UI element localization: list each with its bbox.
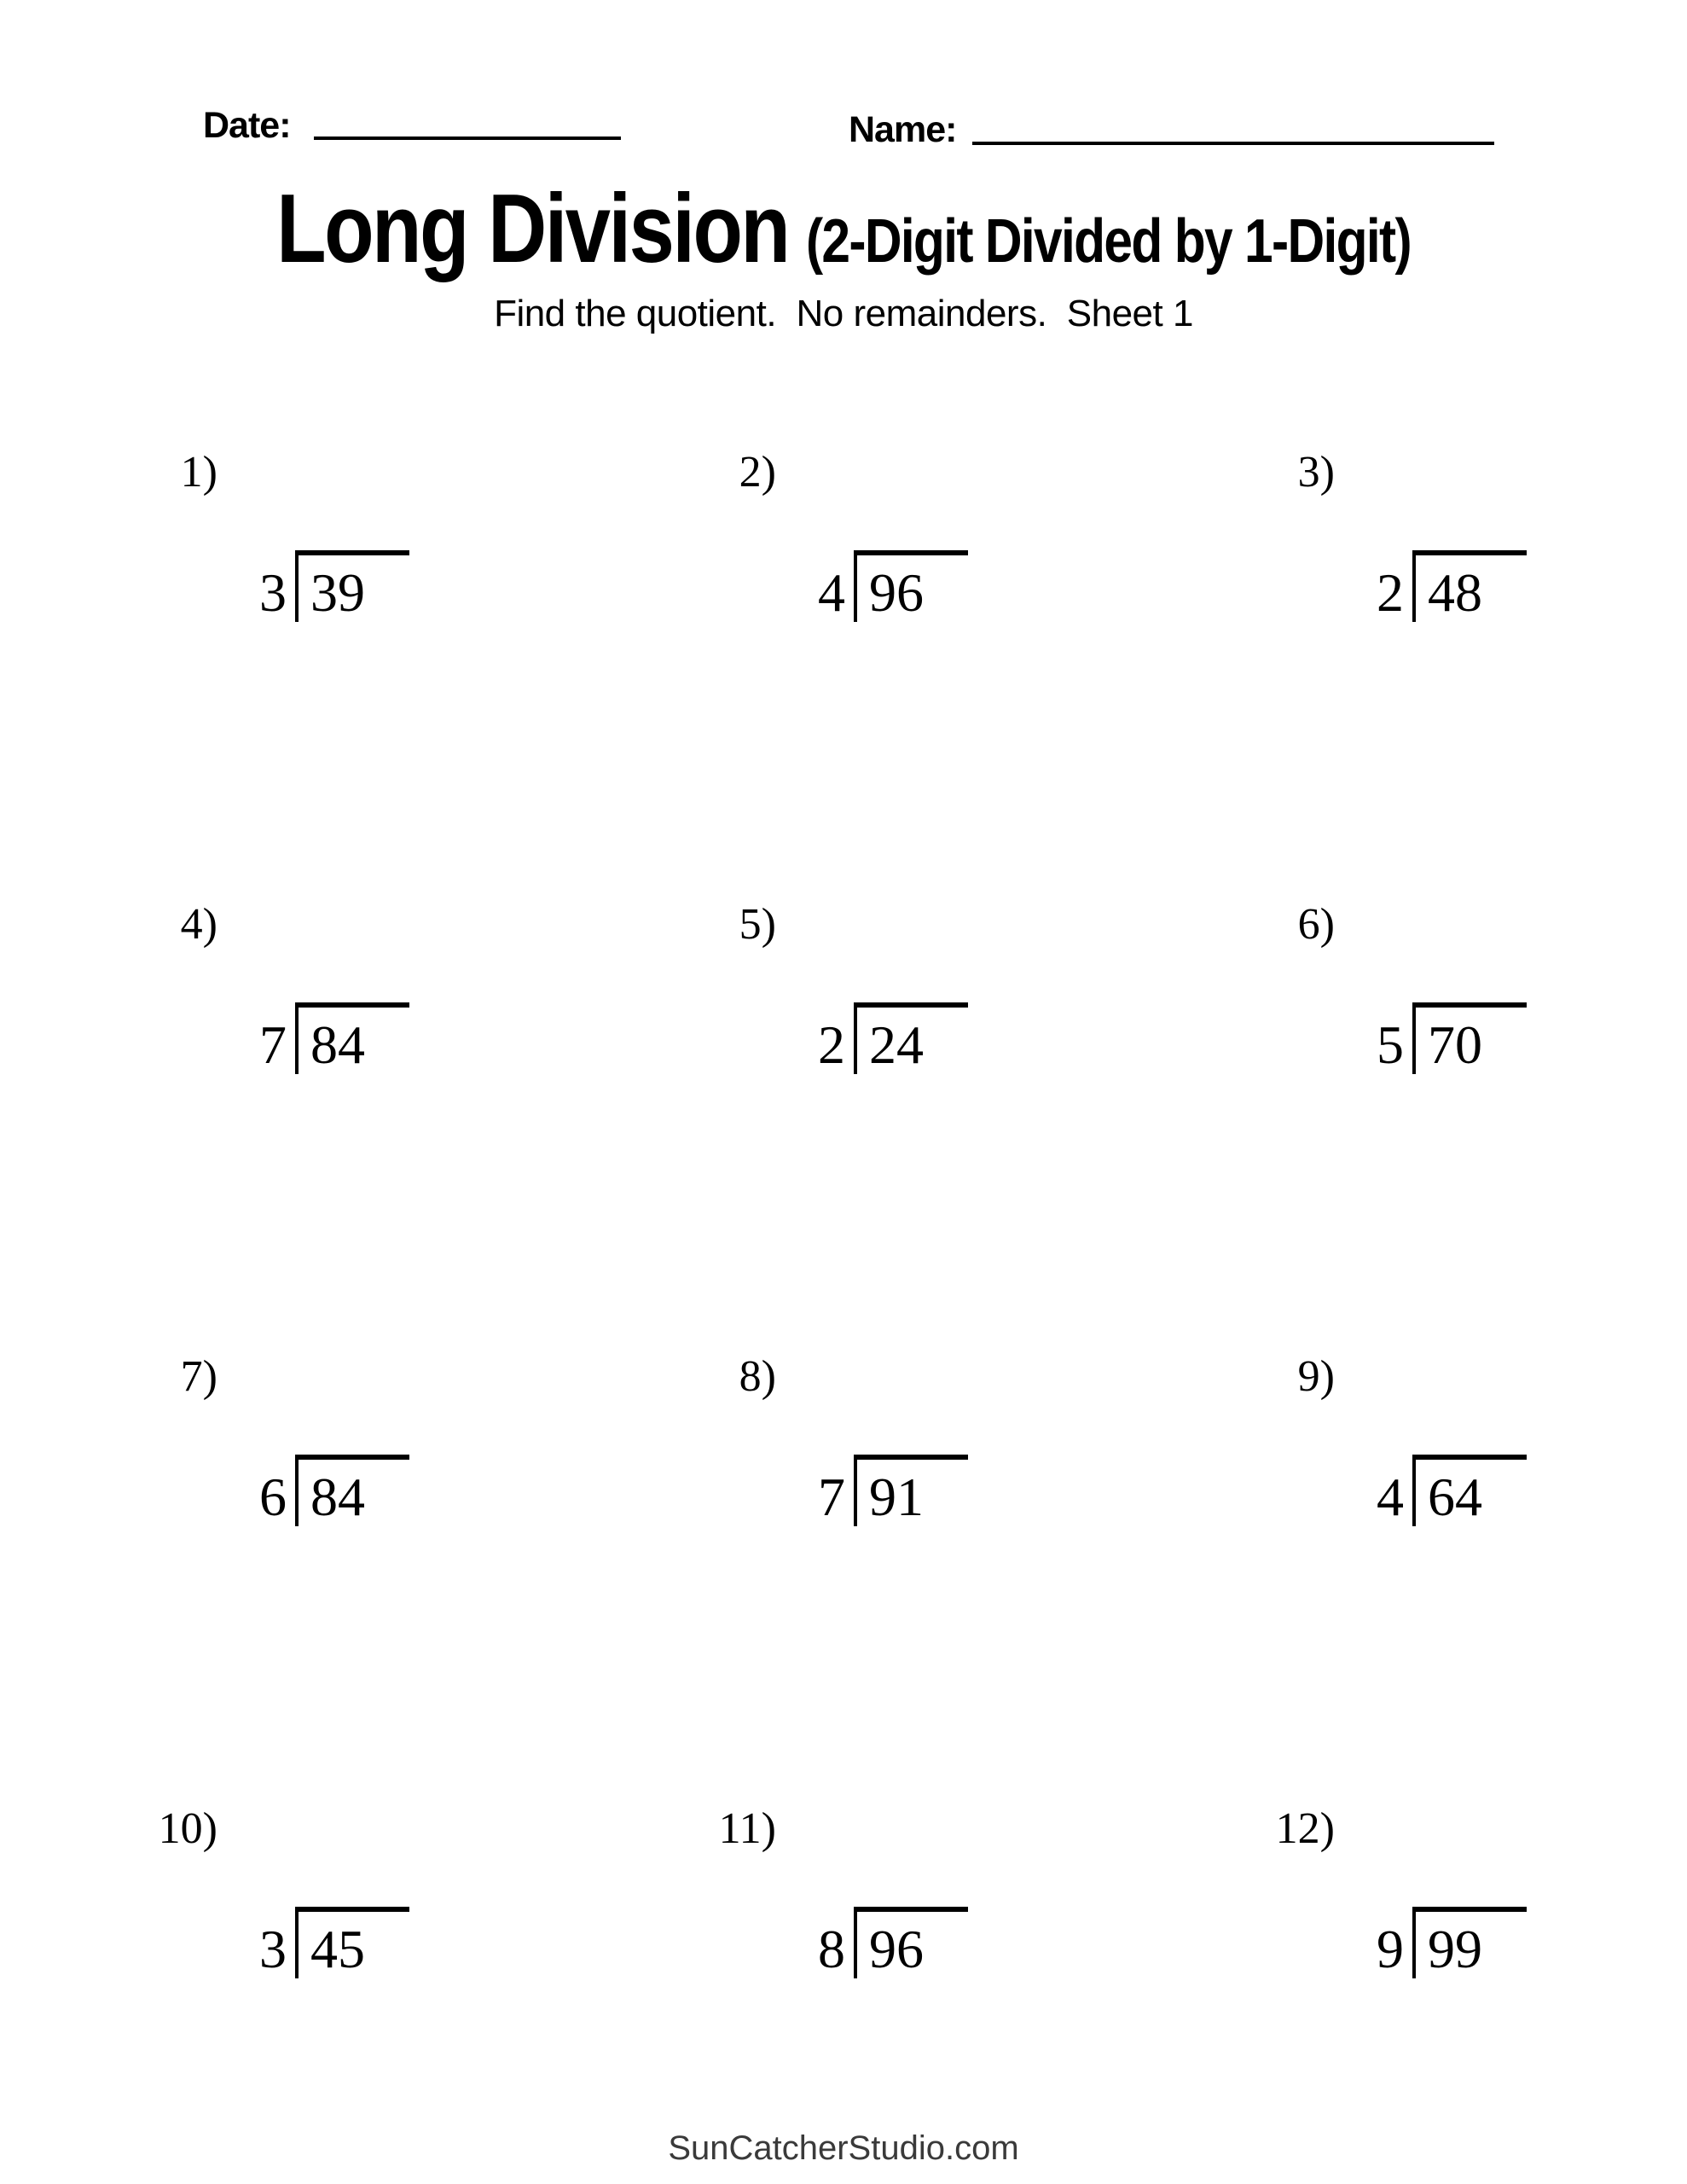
long-division-expression	[259, 1907, 409, 1978]
dividend: 96	[854, 1907, 968, 1978]
problem-number-label: 2)	[739, 448, 776, 497]
problem-number-label: 3)	[1297, 448, 1335, 497]
dividend: 91	[854, 1455, 968, 1526]
divisor: 3	[259, 562, 287, 623]
name-blank-line	[972, 142, 1494, 145]
problem-number-label: 7)	[180, 1352, 217, 1401]
site-credit: SunCatcherStudio.com	[668, 2129, 1019, 2167]
problem-number-label: 11)	[718, 1804, 776, 1853]
problem-number-label: 9)	[1297, 1352, 1335, 1401]
long-division-expression	[259, 550, 409, 622]
dividend: 64	[1412, 1455, 1527, 1526]
dividend: 48	[1412, 550, 1527, 622]
problem-cell	[665, 900, 1194, 1176]
problem-number-label: 12)	[1275, 1804, 1335, 1853]
problem-number-label: 1)	[180, 448, 217, 497]
date-blank-line	[314, 136, 621, 140]
dividend: 84	[295, 1455, 409, 1526]
long-division-expression	[1377, 1455, 1527, 1526]
long-division-expression	[1377, 1002, 1527, 1074]
problem-cell	[107, 1804, 635, 2080]
problem-cell	[107, 450, 635, 723]
long-division-expression	[818, 1455, 968, 1526]
problem-number-label: 8)	[739, 1352, 776, 1401]
divisor: 4	[818, 562, 845, 623]
divisor: 6	[259, 1467, 287, 1527]
problem-cell	[107, 900, 635, 1176]
page-title	[135, 175, 1552, 283]
name-label: Name:	[849, 109, 957, 150]
long-division-expression	[818, 550, 968, 622]
problem-cell	[1224, 1352, 1687, 1628]
dividend: 24	[854, 1002, 968, 1074]
divisor: 5	[1377, 1014, 1404, 1075]
problem-cell	[665, 1352, 1194, 1628]
date-label: Date:	[203, 105, 291, 146]
divisor: 2	[1377, 562, 1404, 623]
problem-cell	[1224, 450, 1687, 723]
divisor: 7	[818, 1467, 845, 1527]
dividend: 99	[1412, 1907, 1527, 1978]
title-main-text: Long Division	[276, 175, 789, 283]
divisor: 9	[1377, 1919, 1404, 1979]
instructions-text: Find the quotient. No remainders. Sheet 1	[494, 293, 1193, 334]
long-division-expression	[259, 1455, 409, 1526]
dividend: 84	[295, 1002, 409, 1074]
problem-cell	[665, 450, 1194, 723]
problem-cell	[1224, 900, 1687, 1176]
divisor: 8	[818, 1919, 845, 1979]
dividend: 96	[854, 550, 968, 622]
dividend: 70	[1412, 1002, 1527, 1074]
divisor: 3	[259, 1919, 287, 1979]
problem-number-label: 6)	[1297, 900, 1335, 949]
divisor: 2	[818, 1014, 845, 1075]
title-qualifier-text: (2-Digit Divided by 1-Digit)	[805, 207, 1411, 276]
divisor: 4	[1377, 1467, 1404, 1527]
dividend: 39	[295, 550, 409, 622]
problem-cell	[107, 1352, 635, 1628]
problem-number-label: 5)	[739, 900, 776, 949]
problem-cell	[1224, 1804, 1687, 2080]
long-division-expression	[1377, 550, 1527, 622]
long-division-expression	[259, 1002, 409, 1074]
problem-cell	[665, 1804, 1194, 2080]
long-division-expression	[1377, 1907, 1527, 1978]
problem-number-label: 4)	[180, 900, 217, 949]
divisor: 7	[259, 1014, 287, 1075]
dividend: 45	[295, 1907, 409, 1978]
problem-number-label: 10)	[158, 1804, 217, 1853]
long-division-expression	[818, 1907, 968, 1978]
long-division-expression	[818, 1002, 968, 1074]
